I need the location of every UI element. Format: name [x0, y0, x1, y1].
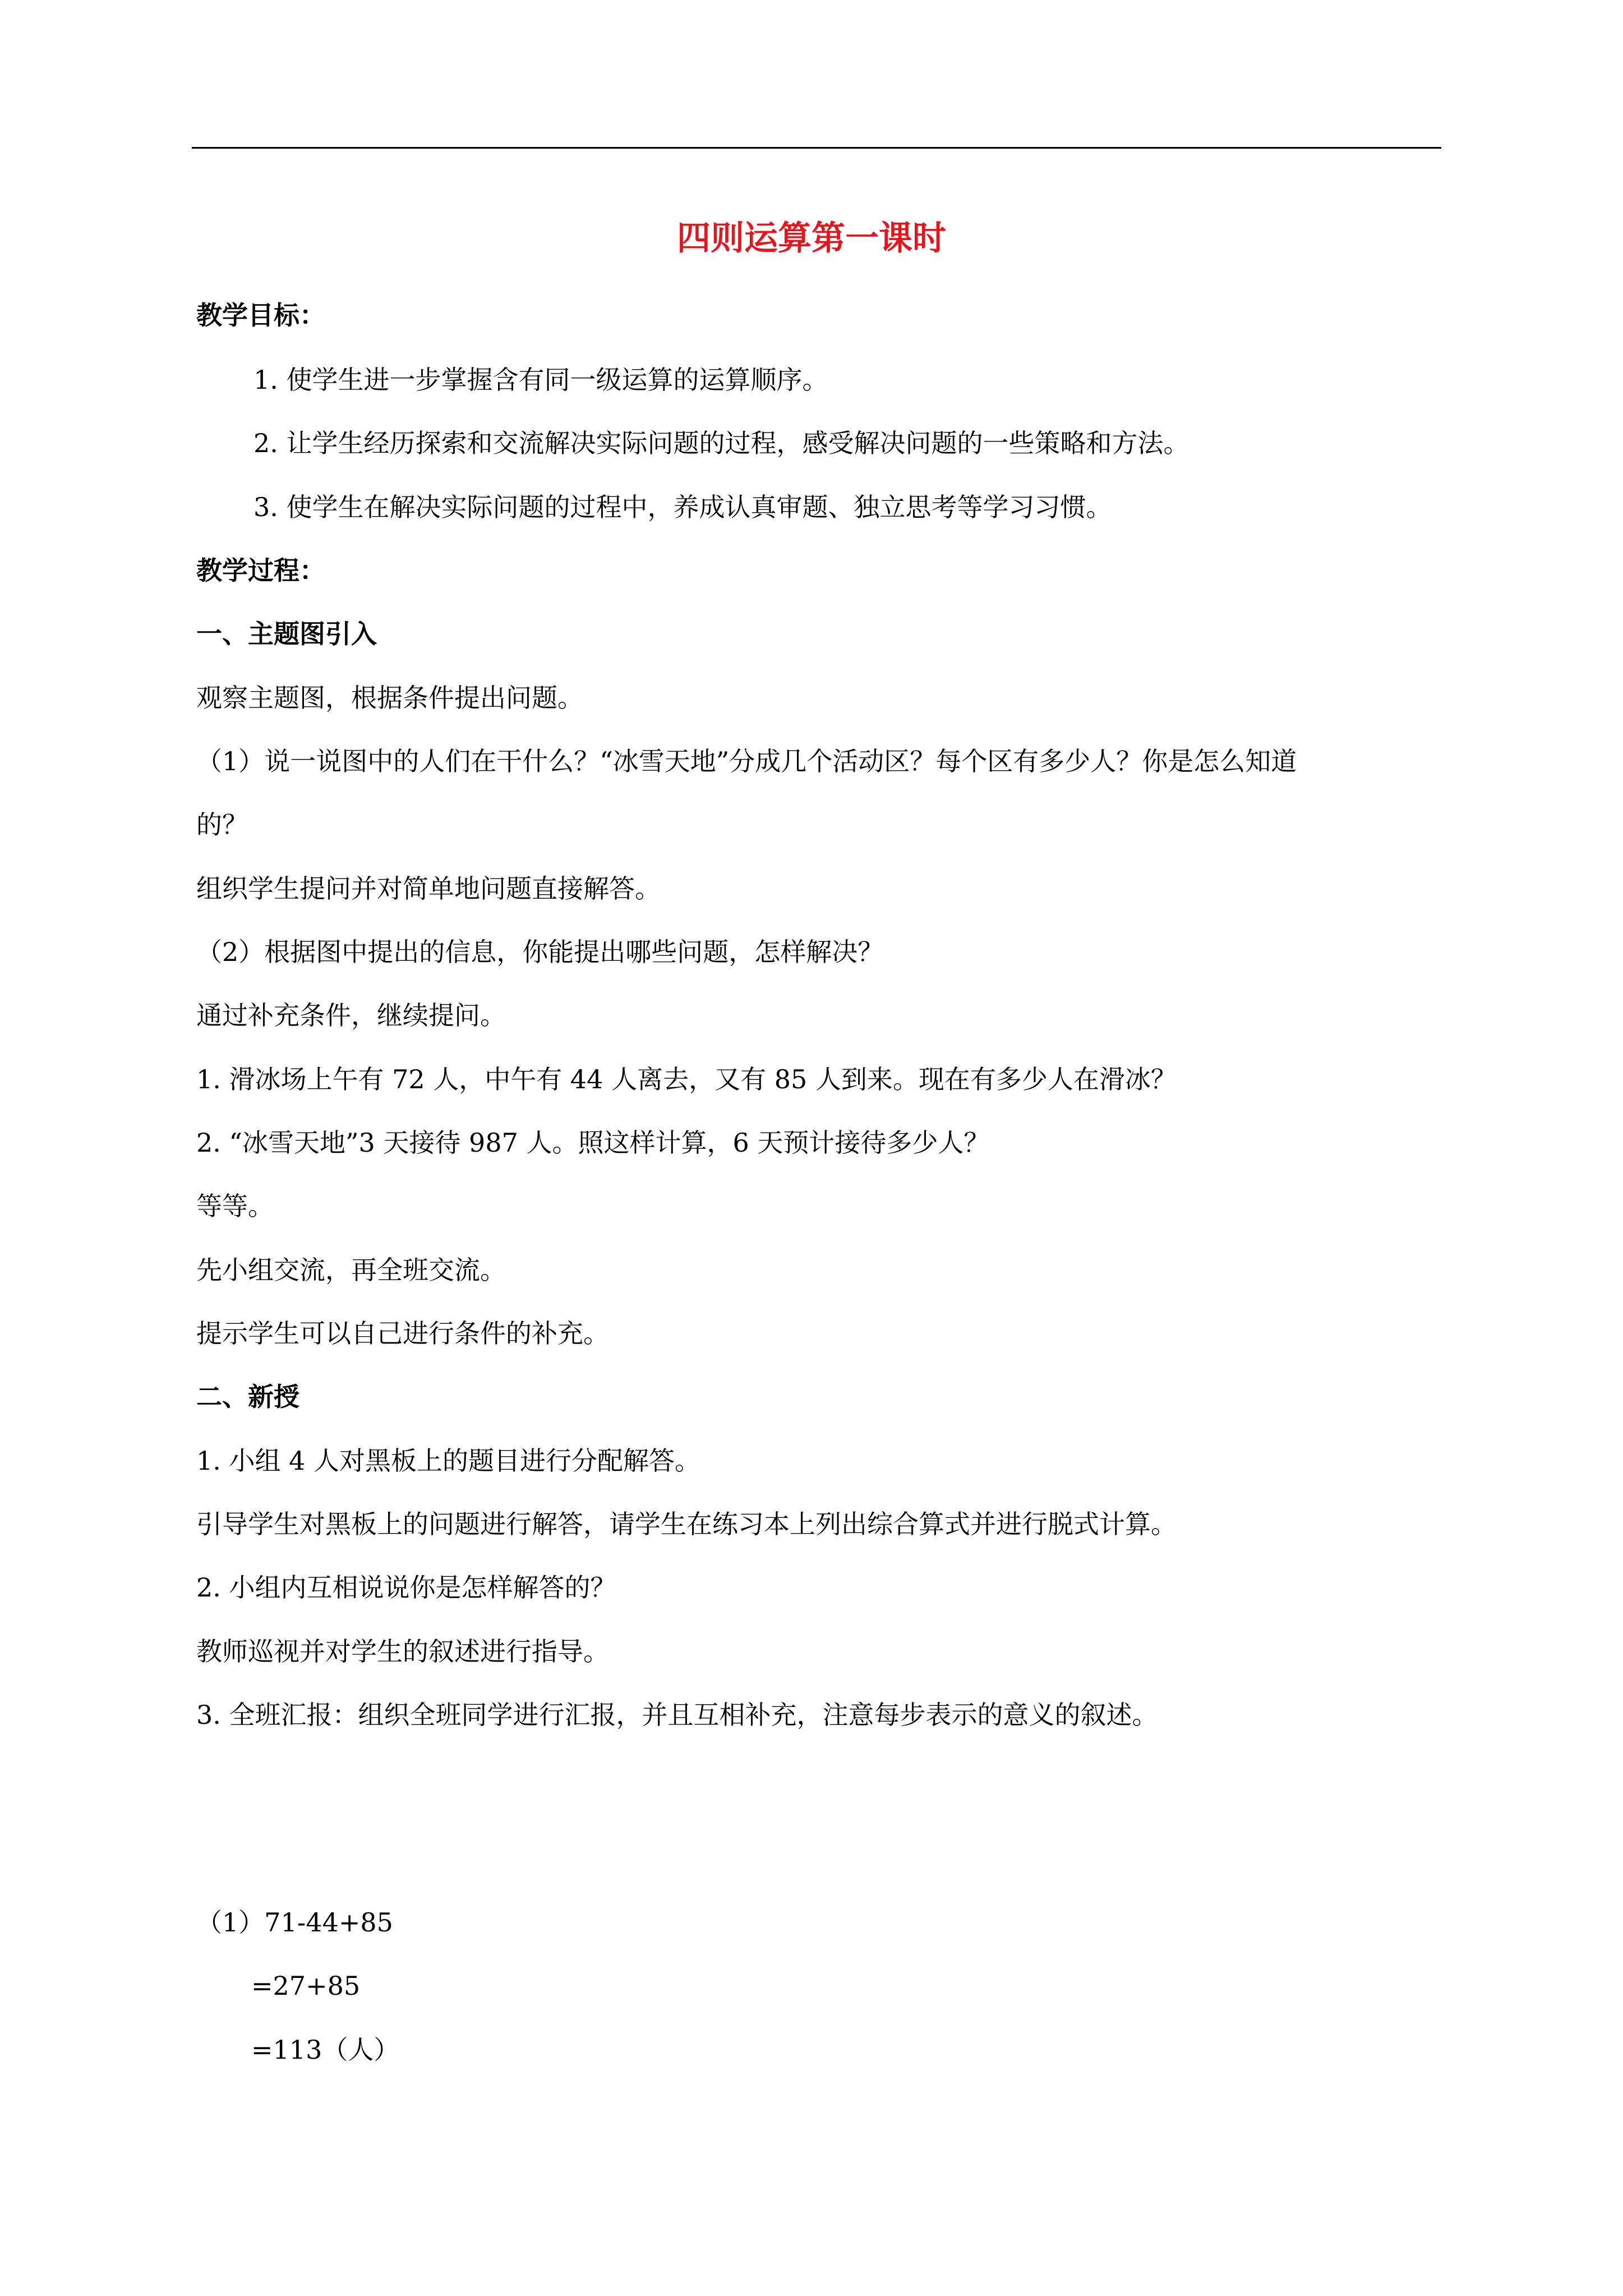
section2-line: 1. 小组 4 人对黑板上的题目进行分配解答。 [196, 1446, 701, 1476]
section1-line: 先小组交流，再全班交流。 [196, 1255, 506, 1285]
section1-line: （1）说一说图中的人们在干什么？“冰雪天地”分成几个活动区？每个区有多少人？你是怎么知道 [196, 746, 1297, 776]
calc-line: =27+85 [251, 1971, 361, 2001]
header-rule [192, 147, 1441, 149]
section1-line: 等等。 [196, 1191, 274, 1221]
goal-item-1: 1. 使学生进一步掌握含有同一级运算的运算顺序。 [253, 365, 828, 395]
section1-line: （2）根据图中提出的信息，你能提出哪些问题，怎样解决？ [196, 937, 884, 967]
section1-line: 通过补充条件，继续提问。 [196, 1000, 506, 1030]
process-heading: 教学过程： [196, 555, 325, 586]
section1-line: 2. “冰雪天地”3 天接待 987 人。照这样计算，6 天预计接待多少人？ [196, 1128, 990, 1158]
calc-line: （1）71-44+85 [196, 1907, 393, 1938]
goal-item-2: 2. 让学生经历探索和交流解决实际问题的过程，感受解决问题的一些策略和方法。 [253, 428, 1189, 458]
section1-line: 提示学生可以自己进行条件的补充。 [196, 1318, 609, 1349]
section1-heading: 一、主题图引入 [196, 619, 377, 649]
page-title: 四则运算第一课时 [677, 219, 946, 258]
section2-heading: 二、新授 [196, 1382, 299, 1412]
calc-line: =113（人） [251, 2035, 400, 2065]
goal-item-3: 3. 使学生在解决实际问题的过程中，养成认真审题、独立思考等学习习惯。 [253, 492, 1112, 522]
section1-line: 1. 滑冰场上午有 72 人，中午有 44 人离去，又有 85 人到来。现在有多少人在滑冰？ [196, 1064, 1177, 1094]
section1-line: 组织学生提问并对简单地问题直接解答。 [196, 873, 661, 904]
section1-line: 观察主题图，根据条件提出问题。 [196, 683, 583, 713]
section2-line: 3. 全班汇报：组织全班同学进行汇报，并且互相补充，注意每步表示的意义的叙述。 [196, 1700, 1158, 1730]
goals-heading: 教学目标： [196, 300, 325, 330]
section2-line: 引导学生对黑板上的问题进行解答，请学生在练习本上列出综合算式并进行脱式计算。 [196, 1509, 1177, 1539]
section1-line: 的？ [196, 809, 248, 840]
section2-line: 2. 小组内互相说说你是怎样解答的？ [196, 1572, 616, 1603]
section2-line: 教师巡视并对学生的叙述进行指导。 [196, 1636, 609, 1667]
